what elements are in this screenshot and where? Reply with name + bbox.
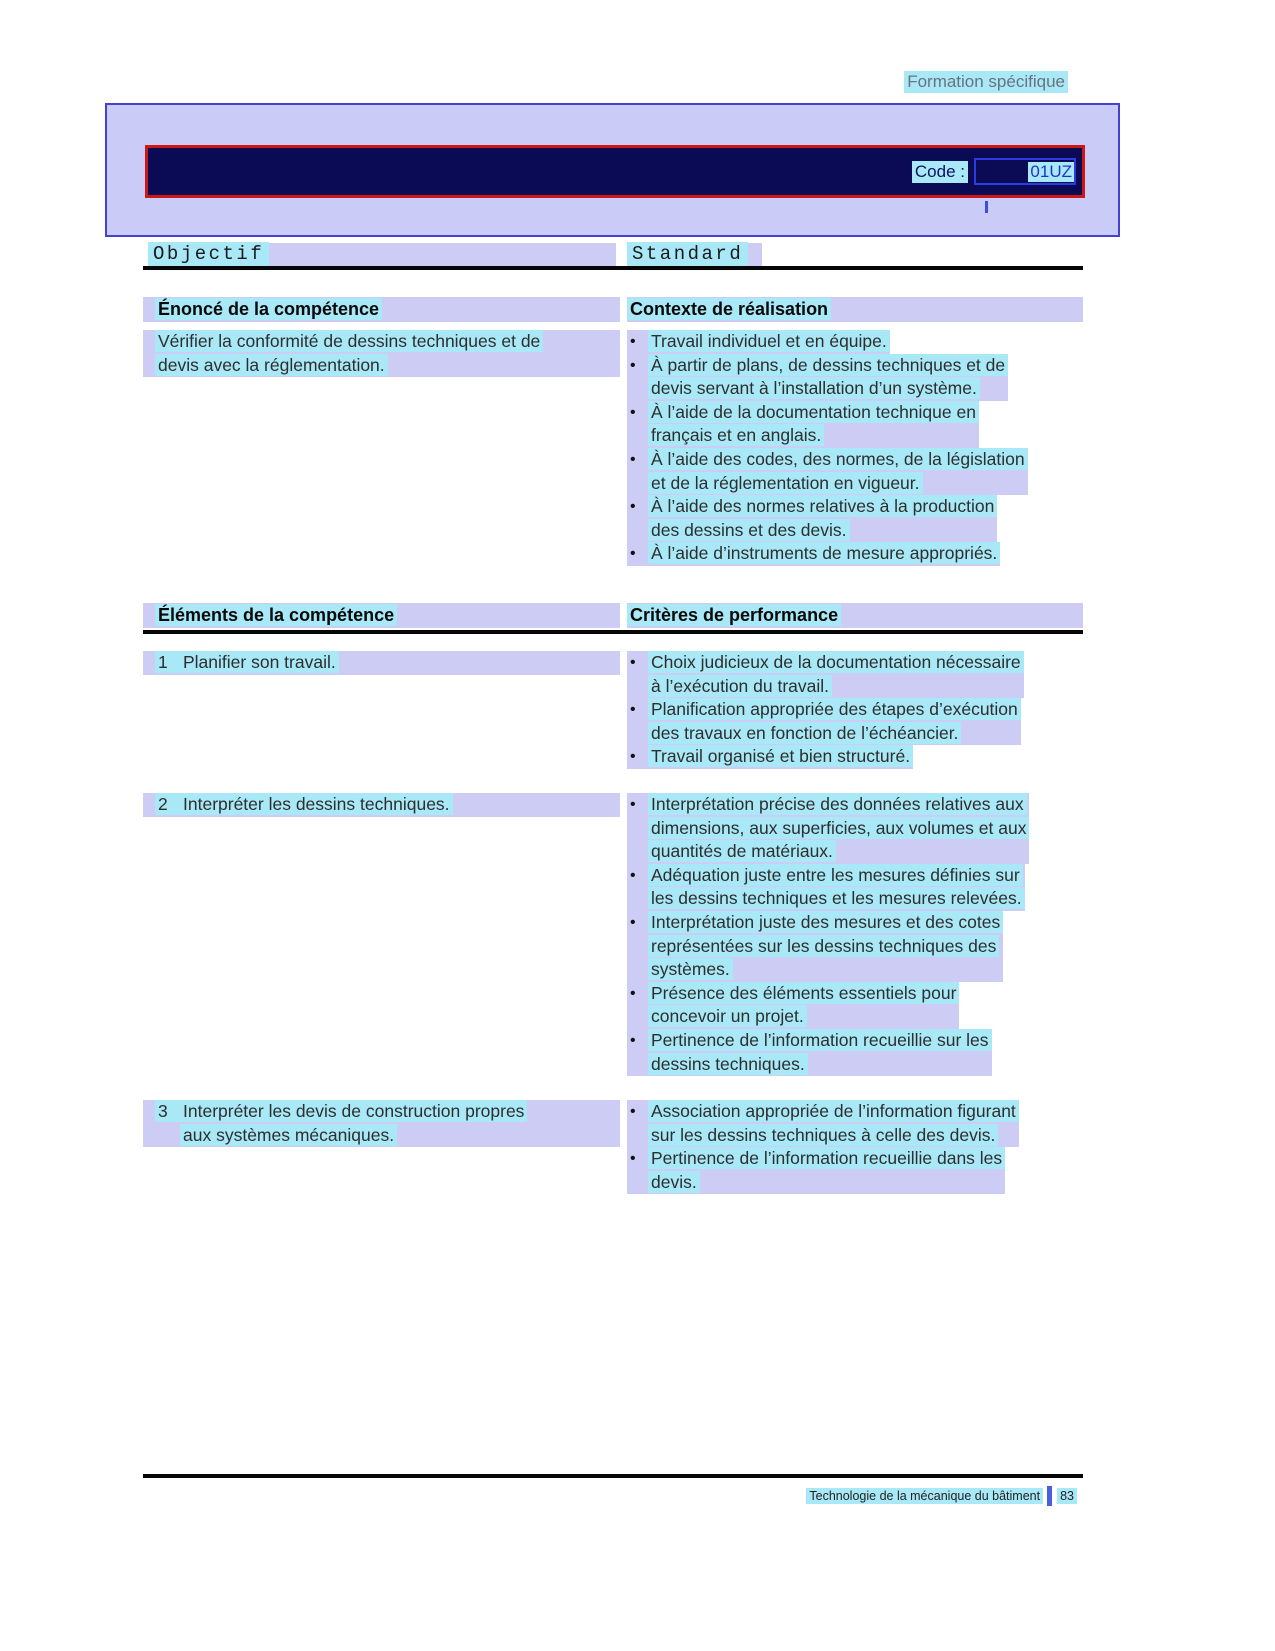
bullet-icon: • xyxy=(630,984,636,1002)
text-line xyxy=(648,1100,1019,1124)
text-line-highlight: 2 Interpréter les dessins techniques. xyxy=(155,793,453,815)
element-cell xyxy=(143,651,620,769)
enonce-header: Énoncé de la compétence xyxy=(155,298,382,320)
bullet-text xyxy=(648,745,913,769)
bullet-text xyxy=(648,698,1021,745)
text-line xyxy=(648,1005,959,1029)
section1-header-row xyxy=(143,297,1083,322)
bullet-icon: • xyxy=(630,795,636,813)
bullet-item xyxy=(627,401,979,448)
bullet-text xyxy=(648,495,997,542)
text-line-highlight: devis servant à l’installation d’un système. xyxy=(648,377,980,399)
text-line xyxy=(648,495,997,519)
bullet-text xyxy=(648,330,890,354)
text-line xyxy=(155,354,620,378)
title-box xyxy=(105,103,1120,237)
criteres-header-cell xyxy=(627,603,1083,628)
text-line-highlight: Vérifier la conformité de dessins techniques et de xyxy=(155,330,543,352)
text-line-highlight: systèmes. xyxy=(648,958,733,980)
bullet-text xyxy=(648,864,1025,911)
competence-row xyxy=(143,651,1083,769)
bullet-item xyxy=(627,354,1008,401)
text-line-highlight: À l’aide des normes relatives à la production xyxy=(648,495,997,517)
text-line-highlight: aux systèmes mécaniques. xyxy=(180,1124,397,1146)
competence-row xyxy=(143,793,1083,1076)
text-line-highlight: À l’aide de la documentation technique en xyxy=(648,401,979,423)
text-line-highlight: À l’aide des codes, des normes, de la législation xyxy=(648,448,1028,470)
bullet-text xyxy=(648,354,1008,401)
bullet-icon: • xyxy=(630,498,636,516)
bullet-text xyxy=(648,911,1003,982)
horizontal-rule xyxy=(143,266,1083,270)
bullet-icon: • xyxy=(630,1103,636,1121)
text-line-highlight: Travail organisé et bien structuré. xyxy=(648,745,913,767)
section1-body xyxy=(143,330,1083,566)
bullet-icon: • xyxy=(630,701,636,719)
objectif-highlight-bar xyxy=(148,243,616,267)
bullet-icon: • xyxy=(630,450,636,468)
text-line xyxy=(648,542,1000,566)
text-line xyxy=(155,1100,620,1124)
code-banner xyxy=(145,145,1085,198)
criteria-cell xyxy=(627,793,1083,1076)
bullet-item xyxy=(627,698,1021,745)
contexte-header: Contexte de réalisation xyxy=(627,298,831,320)
text-line-highlight: des travaux en fonction de l’échéancier. xyxy=(648,722,961,744)
text-line xyxy=(648,745,913,769)
elements-header-cell xyxy=(143,603,620,628)
text-line-highlight: 1 Planifier son travail. xyxy=(155,651,339,673)
text-line xyxy=(648,817,1029,841)
element-number: 3 xyxy=(158,1101,168,1122)
standard-column xyxy=(627,243,1083,267)
criteria-cell xyxy=(627,651,1083,769)
text-line xyxy=(155,793,620,817)
bullet-icon: • xyxy=(630,748,636,766)
enonce-header-cell xyxy=(143,297,620,322)
text-line xyxy=(648,330,890,354)
bullet-item xyxy=(627,651,1024,698)
contexte-header-cell xyxy=(627,297,1083,322)
text-line-highlight: Planification appropriée des étapes d’exécution xyxy=(648,698,1021,720)
text-line-highlight: les dessins techniques et les mesures relevées. xyxy=(648,887,1025,909)
text-line-highlight: Présence des éléments essentiels pour xyxy=(648,982,959,1004)
text-line xyxy=(648,840,1029,864)
competence-statement xyxy=(143,330,620,377)
bullet-text xyxy=(648,401,979,448)
text-line xyxy=(648,401,979,425)
element-label xyxy=(143,651,620,675)
text-line-highlight: quantités de matériaux. xyxy=(648,840,836,862)
text-line xyxy=(648,911,1003,935)
bullet-item xyxy=(627,448,1028,495)
text-line xyxy=(648,424,979,448)
text-line xyxy=(648,864,1025,888)
bullet-text xyxy=(648,1147,1005,1194)
text-line xyxy=(648,448,1028,472)
footer-divider xyxy=(1047,1486,1052,1506)
text-line-highlight: Travail individuel et en équipe. xyxy=(648,330,890,352)
bullet-text xyxy=(648,448,1028,495)
text-line xyxy=(648,1053,992,1077)
text-line-highlight: dessins techniques. xyxy=(648,1053,808,1075)
bullet-item xyxy=(627,745,913,769)
text-line xyxy=(155,651,620,675)
text-line-highlight: et de la réglementation en vigueur. xyxy=(648,472,923,494)
competence-rows xyxy=(143,651,1083,1194)
text-line xyxy=(648,519,997,543)
element-cell xyxy=(143,1100,620,1194)
text-line xyxy=(155,1124,620,1148)
bullet-text xyxy=(648,982,959,1029)
section-label: Formation spécifique xyxy=(904,71,1068,93)
text-line xyxy=(648,1029,992,1053)
text-line xyxy=(648,354,1008,378)
section2-header-row xyxy=(143,603,1083,628)
text-line-highlight: Interprétation juste des mesures et des cotes xyxy=(648,911,1003,933)
footer xyxy=(143,1486,1083,1506)
text-line-highlight: dimensions, aux superficies, aux volumes et aux xyxy=(648,817,1029,839)
text-line xyxy=(648,698,1021,722)
text-line-highlight: représentées sur les dessins techniques des xyxy=(648,935,999,957)
text-line-highlight: des dessins et des devis. xyxy=(648,519,850,541)
text-line xyxy=(648,675,1024,699)
text-line-highlight: À partir de plans, de dessins techniques et de xyxy=(648,354,1008,376)
objectif-standard-row xyxy=(143,243,1083,267)
bullet-icon: • xyxy=(630,403,636,421)
code-value: 01UZ xyxy=(1030,161,1072,181)
text-line xyxy=(648,793,1029,817)
bullet-item xyxy=(627,911,1003,982)
bullet-text xyxy=(648,793,1029,864)
text-line-highlight: devis avec la réglementation. xyxy=(155,354,388,376)
text-line-highlight: Pertinence de l’information recueillie dans les xyxy=(648,1147,1005,1169)
text-line-highlight: Association appropriée de l’information figurant xyxy=(648,1100,1019,1122)
text-line-highlight: concevoir un projet. xyxy=(648,1005,807,1027)
bullet-item xyxy=(627,330,890,354)
text-line-highlight: français et en anglais. xyxy=(648,424,824,446)
criteres-header: Critères de performance xyxy=(627,604,841,626)
text-line-highlight: devis. xyxy=(648,1171,700,1193)
text-line-highlight: Adéquation juste entre les mesures définies sur xyxy=(648,864,1023,886)
competence-row xyxy=(143,1100,1083,1194)
element-number: 1 xyxy=(158,652,168,672)
criteria-cell xyxy=(627,1100,1083,1194)
text-line xyxy=(648,722,1021,746)
text-line xyxy=(648,935,1003,959)
bullet-icon: • xyxy=(630,545,636,563)
horizontal-rule xyxy=(143,1474,1083,1478)
competence-statement-cell xyxy=(143,330,620,566)
standard-highlight-bar xyxy=(627,243,762,267)
text-line xyxy=(155,330,620,354)
bullet-item xyxy=(627,1147,1005,1194)
bullet-item xyxy=(627,1100,1019,1147)
elements-header: Éléments de la compétence xyxy=(155,604,397,626)
text-line xyxy=(648,472,1028,496)
bullet-item xyxy=(627,982,959,1029)
text-line-highlight: À l’aide d’instruments de mesure appropriés. xyxy=(648,542,1000,564)
bullet-item xyxy=(627,495,997,542)
bullet-icon: • xyxy=(630,1031,636,1049)
standard-heading: Standard xyxy=(627,242,748,266)
text-line xyxy=(648,1124,1019,1148)
bullet-icon: • xyxy=(630,866,636,884)
text-line xyxy=(648,377,1008,401)
bullet-text xyxy=(648,1029,992,1076)
element-label xyxy=(143,1100,620,1147)
bullet-item xyxy=(627,1029,992,1076)
text-line xyxy=(648,651,1024,675)
bullet-text xyxy=(648,1100,1019,1147)
bullet-item xyxy=(627,542,1000,566)
bullet-icon: • xyxy=(630,1150,636,1168)
code-value-box xyxy=(974,158,1076,185)
tick-mark xyxy=(985,201,988,213)
text-line-highlight: à l’exécution du travail. xyxy=(648,675,832,697)
context-bullets-cell xyxy=(627,330,1083,566)
objectif-column xyxy=(143,243,620,267)
text-line xyxy=(648,1147,1005,1171)
bullet-item xyxy=(627,793,1029,864)
bullet-icon: • xyxy=(630,654,636,671)
objectif-heading: Objectif xyxy=(148,242,269,266)
bullet-icon: • xyxy=(630,333,636,350)
text-line xyxy=(648,982,959,1006)
bullet-item xyxy=(627,864,1025,911)
bullet-icon: • xyxy=(630,913,636,931)
text-line xyxy=(648,887,1025,911)
text-line-highlight: Choix judicieux de la documentation nécessaire xyxy=(648,651,1024,673)
text-line-highlight: Pertinence de l’information recueillie sur les xyxy=(648,1029,992,1051)
text-line-highlight: 3 Interpréter les devis de construction propres xyxy=(155,1100,527,1122)
bullet-text xyxy=(648,542,1000,566)
element-number: 2 xyxy=(158,793,168,814)
text-line-highlight: sur les dessins techniques à celle des devis. xyxy=(648,1124,998,1146)
text-line-highlight: Interprétation précise des données relatives aux xyxy=(648,793,1027,815)
footer-title: Technologie de la mécanique du bâtiment xyxy=(806,1488,1043,1504)
bullet-text xyxy=(648,651,1024,698)
code-label: Code : xyxy=(912,161,968,183)
element-cell xyxy=(143,793,620,1076)
text-line xyxy=(648,1171,1005,1195)
horizontal-rule xyxy=(143,630,1083,634)
text-line xyxy=(648,958,1003,982)
page-number: 83 xyxy=(1057,1488,1077,1504)
element-label xyxy=(143,793,620,817)
bullet-icon: • xyxy=(630,356,636,374)
